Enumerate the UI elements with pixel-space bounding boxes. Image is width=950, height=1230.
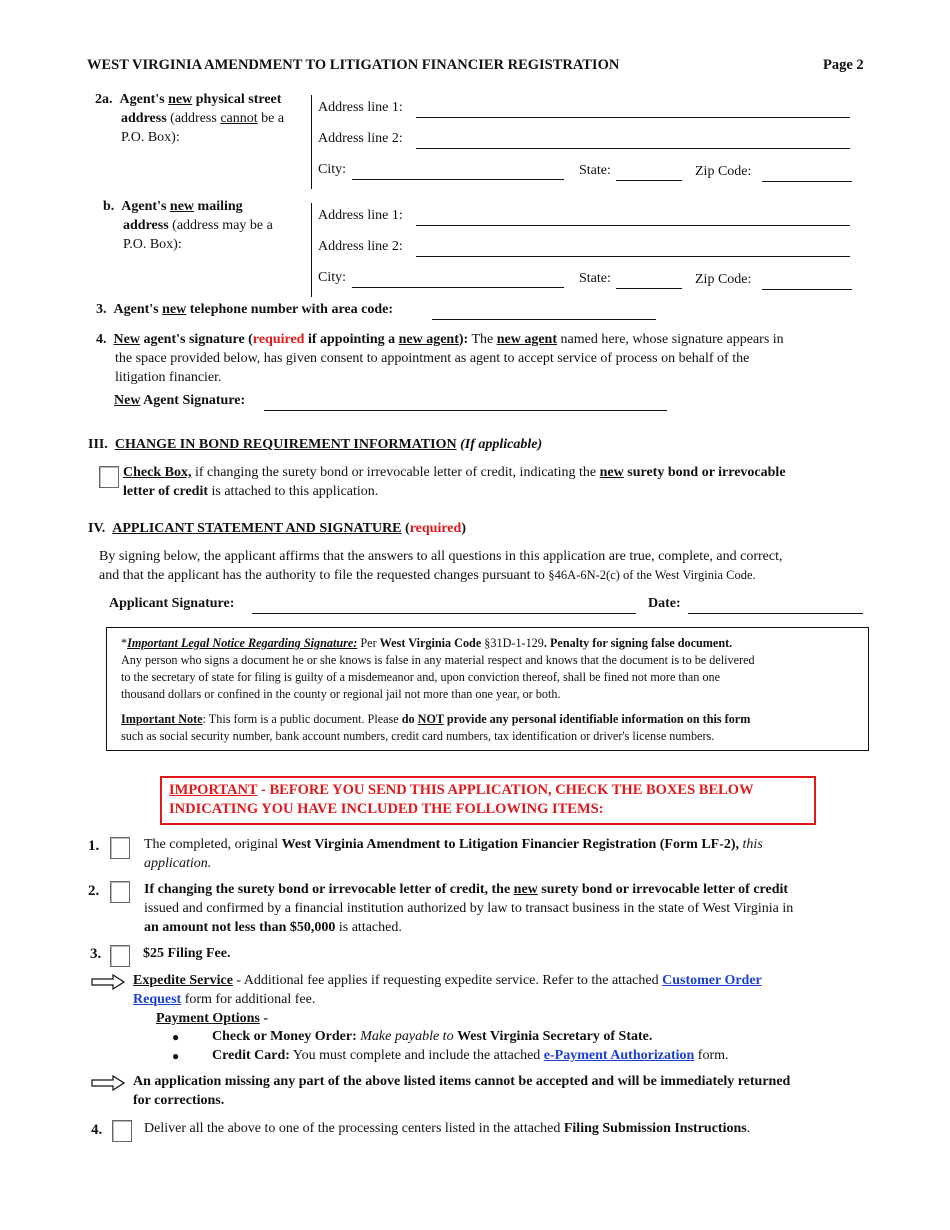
important-box: IMPORTANT - BEFORE YOU SEND THIS APPLICATION, CHECK THE BOXES BELOW INDICATING YOU HAVE INCLUDED THE FOLLOWING ITEMS: (160, 776, 816, 825)
customer-order-request-link[interactable]: Request (133, 992, 182, 1007)
agent-mailing-address-line-1-field[interactable] (416, 225, 850, 226)
city-label: City: (318, 162, 347, 177)
agent-mailing-state-field[interactable] (616, 288, 682, 289)
customer-order-request-link[interactable]: Customer Order (662, 973, 762, 988)
question-2a-label: 2a. Agent's new physical street address (address cannot be a P.O. Box): (95, 92, 285, 145)
agent-mailing-address-line-2-field[interactable] (416, 256, 850, 257)
arrow-right-icon (91, 974, 125, 990)
bond-change-checkbox[interactable] (99, 466, 119, 488)
item-4-checkbox[interactable] (112, 1120, 132, 1142)
check-money-order-text: Check or Money Order: Make payable to West Virginia Secretary of State. (212, 1029, 653, 1044)
form-title: WEST VIRGINIA AMENDMENT TO LITIGATION FINANCIER REGISTRATION (87, 57, 620, 73)
payment-options-label: Payment Options - (156, 1011, 269, 1026)
e-payment-authorization-link[interactable]: e-Payment Authorization (543, 1048, 695, 1063)
agent-physical-city-field[interactable] (352, 179, 564, 180)
item-1-text: The completed, original West Virginia Amendment to Litigation Financier Registration (Form LF-2), this application. (144, 837, 763, 871)
city-label: City: (318, 270, 347, 285)
item-3-text: $25 Filing Fee. (143, 946, 231, 961)
arrow-right-icon (91, 1075, 125, 1091)
question-3-label: 3. Agent's new telephone number with area code: (96, 302, 393, 317)
section-4-heading: IV. APPLICANT STATEMENT AND SIGNATURE (required) (88, 521, 466, 536)
legal-notice-box: *Important Legal Notice Regarding Signature: Per West Virginia Code §31D-1-129. Penalty for signing false document. Any person who signs a document he or she knows is false in any material respect and knows that the document is to be delivered to the secretary of state for filing is guilty of a misdemeanor and, upon conviction thereof, shall be fined not more than one thousand dollars or confined in the county or regional jail not more than one year, or both. Important Note: This form is a public document. Please do NOT provide any personal identifiable information on this form such as social security number, bank account numbers, credit card numbers, tax identification or driver's license numbers. (106, 627, 869, 751)
item-4-text: Deliver all the above to one of the processing centers listed in the attached Filing Submission Instructions. (144, 1121, 751, 1136)
agent-physical-zip-field[interactable] (762, 181, 852, 182)
agent-mailing-zip-field[interactable] (762, 289, 852, 290)
new-agent-signature-field[interactable] (264, 410, 667, 411)
applicant-signature-field[interactable] (252, 613, 636, 614)
agent-telephone-field[interactable] (432, 319, 656, 320)
divider (311, 203, 312, 297)
question-4-text: 4. New agent's signature (required if appointing a new agent): The new agent named here, whose signature appears in the space provided below, has given consent to appointment as agent to accept service of process on behalf of the litigation financier. (96, 332, 784, 385)
item-1-checkbox[interactable] (110, 837, 130, 859)
agent-physical-state-field[interactable] (616, 180, 682, 181)
date-field[interactable] (688, 613, 863, 614)
incomplete-application-warning: An application missing any part of the above listed items cannot be accepted and will be immediately returned for corrections. (133, 1074, 791, 1108)
agent-mailing-city-field[interactable] (352, 287, 564, 288)
expedite-service-text: Expedite Service - Additional fee applies if requesting expedite service. Refer to the attached Customer Order Request form for additional fee. (133, 973, 762, 1007)
divider (311, 95, 312, 189)
bond-change-text: Check Box, if changing the surety bond or irrevocable letter of credit, indicating the new surety bond or irrevocable letter of credit is attached to this application. (123, 465, 786, 499)
item-2-text: If changing the surety bond or irrevocable letter of credit, the new surety bond or irrevocable letter of credit issued and confirmed by a financial institution authorized by law to transact business in the state of West Virginia in an amount not less than $50,000 is attached. (144, 882, 794, 935)
address-line-1-label: Address line 1: (318, 100, 403, 115)
date-label: Date: (648, 596, 681, 611)
question-2b-label: b. Agent's new mailing address (address may be a P.O. Box): (103, 199, 273, 252)
page-number: Page 2 (823, 57, 864, 73)
item-4-number: 4. (91, 1122, 103, 1138)
applicant-signature-label: Applicant Signature: (109, 596, 235, 611)
zip-label: Zip Code: (695, 164, 752, 179)
new-agent-signature-label: New Agent Signature: (114, 393, 246, 408)
applicant-statement: By signing below, the applicant affirms that the answers to all questions in this application are true, complete, and correct, and that the applicant has the authority to file the requested changes pursuant to §46A-6N-2(c) of the West Virginia Code. (99, 549, 783, 583)
address-line-1-label: Address line 1: (318, 208, 403, 223)
state-label: State: (579, 271, 611, 286)
address-line-2-label: Address line 2: (318, 131, 403, 146)
item-2-checkbox[interactable] (110, 881, 130, 903)
item-2-number: 2. (88, 883, 100, 899)
agent-physical-address-line-1-field[interactable] (416, 117, 850, 118)
zip-label: Zip Code: (695, 272, 752, 287)
bullet-icon: ● (172, 1049, 180, 1063)
item-3-checkbox[interactable] (110, 945, 130, 967)
state-label: State: (579, 163, 611, 178)
credit-card-text: Credit Card: You must complete and include the attached e-Payment Authorization form. (212, 1048, 729, 1063)
item-3-number: 3. (90, 946, 102, 962)
address-line-2-label: Address line 2: (318, 239, 403, 254)
item-1-number: 1. (88, 838, 100, 854)
section-3-heading: III. CHANGE IN BOND REQUIREMENT INFORMATION (If applicable) (88, 437, 543, 452)
agent-physical-address-line-2-field[interactable] (416, 148, 850, 149)
bullet-icon: ● (172, 1030, 180, 1044)
